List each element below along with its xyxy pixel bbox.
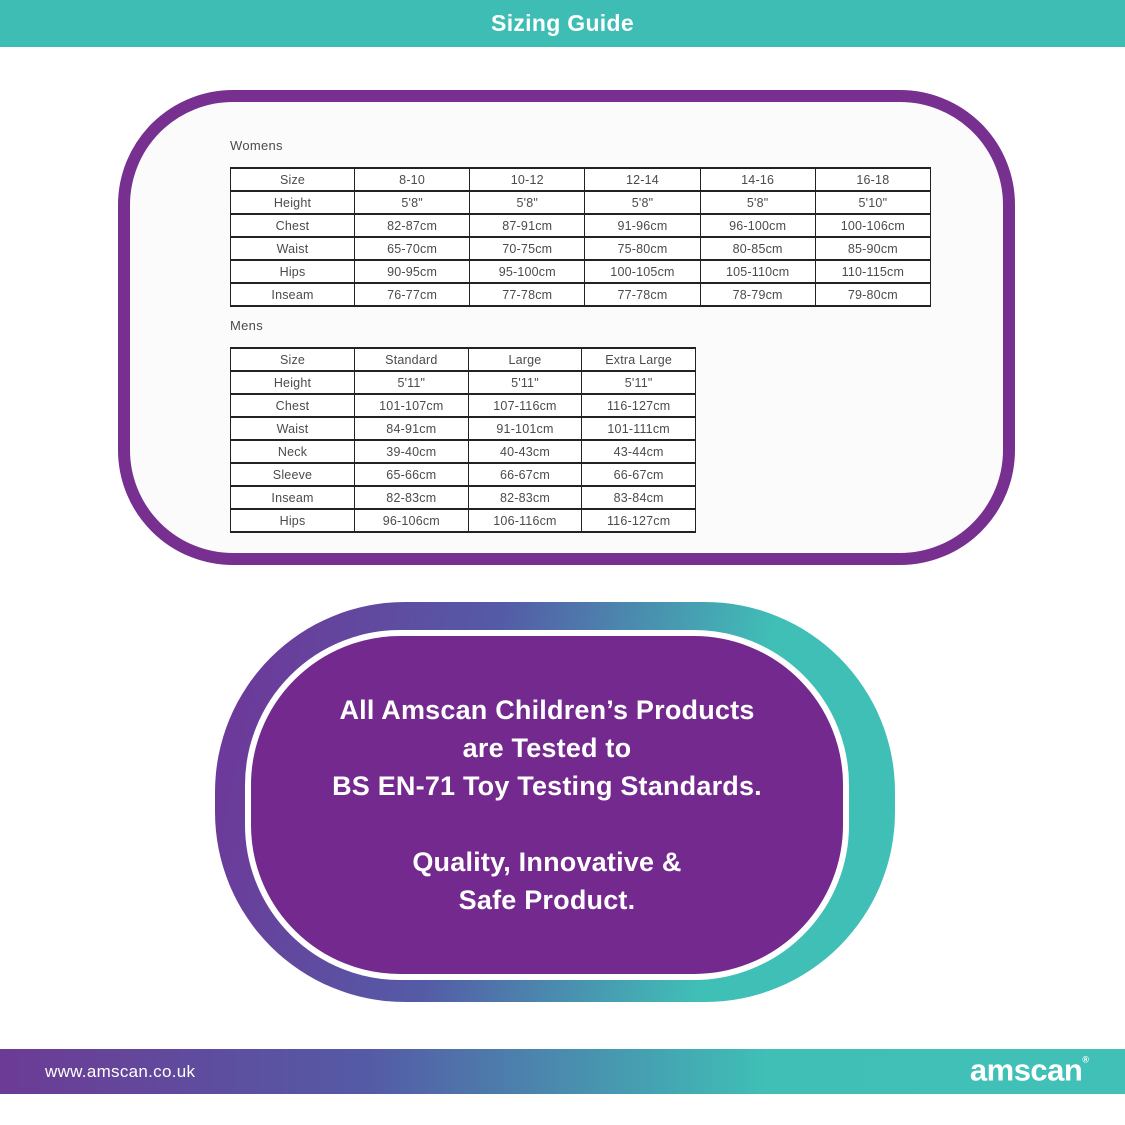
value-cell: 75-80cm [585,237,700,260]
table-row [231,348,696,371]
value-cell: 101-111cm [582,417,696,440]
value-cell: 82-83cm [468,486,582,509]
value-cell: 110-115cm [815,260,930,283]
value-cell: 5'8" [700,191,815,214]
amscan-logo-text: amscan [969,1052,1083,1088]
value-cell: 39-40cm [355,440,469,463]
badge-text-line: are Tested to [462,733,632,763]
row-header-cell: Waist [231,237,355,260]
value-cell: 82-83cm [355,486,469,509]
row-header-cell: Height [231,371,355,394]
value-cell: 5'11" [582,371,696,394]
value-cell: 91-96cm [585,214,700,237]
value-cell: 83-84cm [582,486,696,509]
value-cell: 70-75cm [470,237,585,260]
row-header-cell: Size [231,168,355,191]
value-cell: 65-70cm [355,237,470,260]
value-cell: 14-16 [700,168,815,191]
row-header-cell: Size [231,348,355,371]
value-cell: 95-100cm [470,260,585,283]
value-cell: 5'8" [585,191,700,214]
table-row [231,237,931,260]
quality-badge-capsule [215,602,895,1002]
row-header-cell: Height [231,191,355,214]
quality-badge-inner [245,630,849,980]
value-cell: 78-79cm [700,283,815,306]
row-header-cell: Inseam [231,486,355,509]
value-cell: 84-91cm [355,417,469,440]
badge-text-line: Safe Product. [458,885,636,915]
row-header-cell: Inseam [231,283,355,306]
amscan-logo [970,1052,1089,1088]
value-cell: 5'11" [468,371,582,394]
value-cell: Standard [355,348,469,371]
value-cell: 100-106cm [815,214,930,237]
value-cell: 40-43cm [468,440,582,463]
table-row [231,260,931,283]
table-row [231,463,696,486]
registered-trademark-icon: ® [1082,1054,1089,1065]
table-row [231,486,696,509]
row-header-cell: Waist [231,417,355,440]
table-row [231,168,931,191]
value-cell: 87-91cm [470,214,585,237]
value-cell: 116-127cm [582,509,696,532]
value-cell: 77-78cm [470,283,585,306]
value-cell: 85-90cm [815,237,930,260]
row-header-cell: Sleeve [231,463,355,486]
table-row [231,214,931,237]
table-row [231,417,696,440]
womens-size-table [230,167,931,307]
value-cell: 96-100cm [700,214,815,237]
value-cell: 80-85cm [700,237,815,260]
footer-bar [0,1049,1125,1094]
table-row [231,394,696,417]
value-cell: 65-66cm [355,463,469,486]
value-cell: 82-87cm [355,214,470,237]
value-cell: 8-10 [355,168,470,191]
table-row [231,371,696,394]
value-cell: 77-78cm [585,283,700,306]
value-cell: 107-116cm [468,394,582,417]
value-cell: 66-67cm [468,463,582,486]
value-cell: 76-77cm [355,283,470,306]
value-cell: 66-67cm [582,463,696,486]
mens-section-label: Mens [230,318,263,333]
value-cell: 116-127cm [582,394,696,417]
value-cell: 105-110cm [700,260,815,283]
value-cell: 5'10" [815,191,930,214]
badge-text-line: All Amscan Children’s Products [339,695,755,725]
value-cell: 106-116cm [468,509,582,532]
page-title: Sizing Guide [491,10,634,36]
value-cell: 101-107cm [355,394,469,417]
table-row [231,440,696,463]
value-cell: Large [468,348,582,371]
value-cell: 5'11" [355,371,469,394]
row-header-cell: Hips [231,509,355,532]
table-row [231,191,931,214]
badge-text-line: BS EN-71 Toy Testing Standards. [332,771,762,801]
womens-section-label: Womens [230,138,283,153]
value-cell: 5'8" [470,191,585,214]
value-cell: 91-101cm [468,417,582,440]
table-row [231,283,931,306]
row-header-cell: Chest [231,394,355,417]
badge-text-line: Quality, Innovative & [412,847,682,877]
row-header-cell: Chest [231,214,355,237]
value-cell: 96-106cm [355,509,469,532]
value-cell: Extra Large [582,348,696,371]
value-cell: 90-95cm [355,260,470,283]
row-header-cell: Hips [231,260,355,283]
value-cell: 43-44cm [582,440,696,463]
mens-size-table [230,347,696,533]
header-bar [0,0,1125,47]
value-cell: 79-80cm [815,283,930,306]
value-cell: 5'8" [355,191,470,214]
footer-website-url: www.amscan.co.uk [45,1061,196,1081]
value-cell: 16-18 [815,168,930,191]
value-cell: 100-105cm [585,260,700,283]
row-header-cell: Neck [231,440,355,463]
value-cell: 10-12 [470,168,585,191]
value-cell: 12-14 [585,168,700,191]
table-row [231,509,696,532]
